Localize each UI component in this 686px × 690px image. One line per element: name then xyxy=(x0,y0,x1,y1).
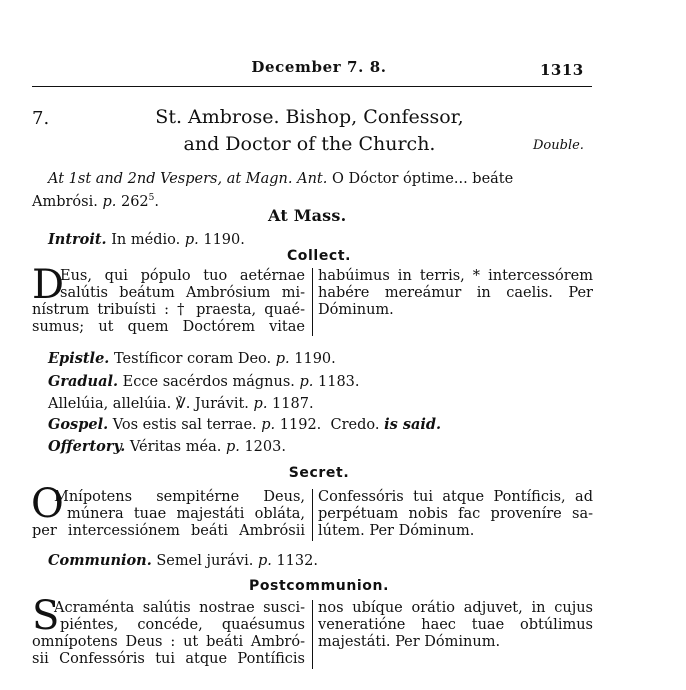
collect-left-line: sumus; ut quem Doctórem vitae xyxy=(32,319,305,335)
communion-label: Communion. xyxy=(48,552,152,569)
secret-right-line: perpétuam nobis fac proveníre sa- xyxy=(318,506,593,522)
gradual-page: 1183. xyxy=(318,374,360,390)
epistle-label: Epistle. xyxy=(48,350,110,367)
running-title: December 7. 8. xyxy=(251,58,387,76)
gospel-p: p. xyxy=(261,417,276,433)
collect-right-line: Dóminum. xyxy=(318,302,394,318)
postcommunion-left-line: sii Confessóris tui atque Pontíficis xyxy=(32,651,305,667)
collect-right-line: habére mereámur in caelis. Per xyxy=(318,285,593,301)
postcommunion-column-rule xyxy=(312,600,313,669)
feast-title-line2: and Doctor of the Church. xyxy=(183,133,436,155)
postcommunion-heading: Postcommunion. xyxy=(248,578,390,594)
postcommunion-drop-cap: S xyxy=(32,593,60,639)
vespers-label: At 1st and 2nd Vespers, at Magn. Ant. xyxy=(48,171,328,187)
offertory-line xyxy=(48,438,286,456)
communion-line xyxy=(48,552,318,570)
alleluia-page: 1187. xyxy=(272,396,314,412)
collect-left-column xyxy=(32,268,305,336)
page-number: 1313 xyxy=(540,61,584,79)
communion-text: Semel jurávi. xyxy=(156,553,254,569)
alleluia-text: Allelúia, allelúia. ℣. Jurávit. xyxy=(48,396,249,412)
introit-page: 1190. xyxy=(203,232,245,248)
at-mass-heading: At Mass. xyxy=(268,206,347,225)
epistle-line xyxy=(48,350,336,368)
gradual-line xyxy=(48,373,360,391)
secret-column-rule xyxy=(312,489,313,541)
postcommunion-left-line: Acraménta salútis nostrae susci- xyxy=(54,600,305,616)
secret-left-line: Mnípotens sempitérne Deus, xyxy=(54,489,305,505)
postcommunion-left-column xyxy=(32,600,305,668)
secret-heading: Secret. xyxy=(288,465,350,481)
introit-p: p. xyxy=(184,232,199,248)
collect-left-line: nístrum tribuísti : † praesta, quaé- xyxy=(32,302,305,318)
offertory-text: Véritas méa. xyxy=(129,439,222,455)
offertory-label: Offertory. xyxy=(48,438,126,455)
feast-number: 7. xyxy=(32,108,50,129)
postcommunion-right-line: nos ubíque orátio adjuvet, in cujus xyxy=(318,600,593,616)
secret-drop-cap: O xyxy=(31,481,64,527)
communion-page: 1132. xyxy=(276,553,318,569)
gospel-label: Gospel. xyxy=(48,416,109,433)
gradual-label: Gradual. xyxy=(48,373,119,390)
vespers-page: 262 xyxy=(120,193,149,210)
secret-left-column xyxy=(32,489,305,540)
vespers-end: . xyxy=(154,193,160,210)
introit-text: In médio. xyxy=(111,232,181,248)
gospel-said: is said. xyxy=(384,416,442,433)
communion-p: p. xyxy=(257,553,272,569)
alleluia-p: p. xyxy=(253,396,268,412)
introit-label: Introit. xyxy=(48,231,107,248)
collect-left-line: salútis beátum Ambrósium mi- xyxy=(60,285,305,301)
collect-drop-cap: D xyxy=(32,262,65,308)
vespers-antiphon-end: Ambrósi. xyxy=(32,193,98,210)
epistle-text: Testíficor coram Deo. xyxy=(113,351,272,367)
secret-right-line: Confessóris tui atque Pontíficis, ad xyxy=(318,489,593,505)
introit-line xyxy=(48,231,245,249)
vespers-antiphon: O Dóctor óptime... beáte xyxy=(331,171,514,187)
alleluia-line xyxy=(48,395,314,413)
vespers-p: p. xyxy=(102,193,117,210)
postcommunion-right-column xyxy=(318,600,593,651)
header-rule xyxy=(32,86,592,87)
gradual-p: p. xyxy=(299,374,314,390)
collect-column-rule xyxy=(312,268,313,336)
secret-right-column xyxy=(318,489,593,540)
collect-left-line: Eus, qui pópulo tuo aetérnae xyxy=(60,268,305,284)
collect-right-line: habúimus in terris, * intercessórem xyxy=(318,268,593,284)
offertory-page: 1203. xyxy=(244,439,286,455)
postcommunion-left-line: piéntes, concéde, quaésumus xyxy=(60,617,305,633)
feast-title-line1: St. Ambrose. Bishop, Confessor, xyxy=(155,106,464,128)
postcommunion-left-line: omnípotens Deus : ut beáti Ambró- xyxy=(32,634,305,650)
gospel-credo: Credo. xyxy=(330,417,380,433)
feast-title xyxy=(118,104,501,158)
epistle-page: 1190. xyxy=(294,351,336,367)
secret-left-line: per intercessiónem beáti Ambrósii xyxy=(32,523,305,539)
feast-rank: Double. xyxy=(533,138,584,153)
collect-right-column xyxy=(318,268,593,319)
secret-right-line: lútem. Per Dóminum. xyxy=(318,523,475,539)
postcommunion-right-line: veneratióne haec tuae obtúlimus xyxy=(318,617,593,633)
postcommunion-right-line: majestáti. Per Dóminum. xyxy=(318,634,501,650)
secret-left-line: múnera tuae majestáti obláta, xyxy=(67,506,305,522)
gospel-text: Vos estis sal terrae. xyxy=(112,417,257,433)
vespers-page-sup: 5 xyxy=(148,193,155,203)
gradual-text: Ecce sacérdos mágnus. xyxy=(122,374,295,390)
gospel-page: 1192. xyxy=(279,417,322,433)
offertory-p: p. xyxy=(225,439,240,455)
epistle-p: p. xyxy=(275,351,290,367)
collect-heading: Collect. xyxy=(286,248,352,264)
gospel-line xyxy=(48,416,441,434)
